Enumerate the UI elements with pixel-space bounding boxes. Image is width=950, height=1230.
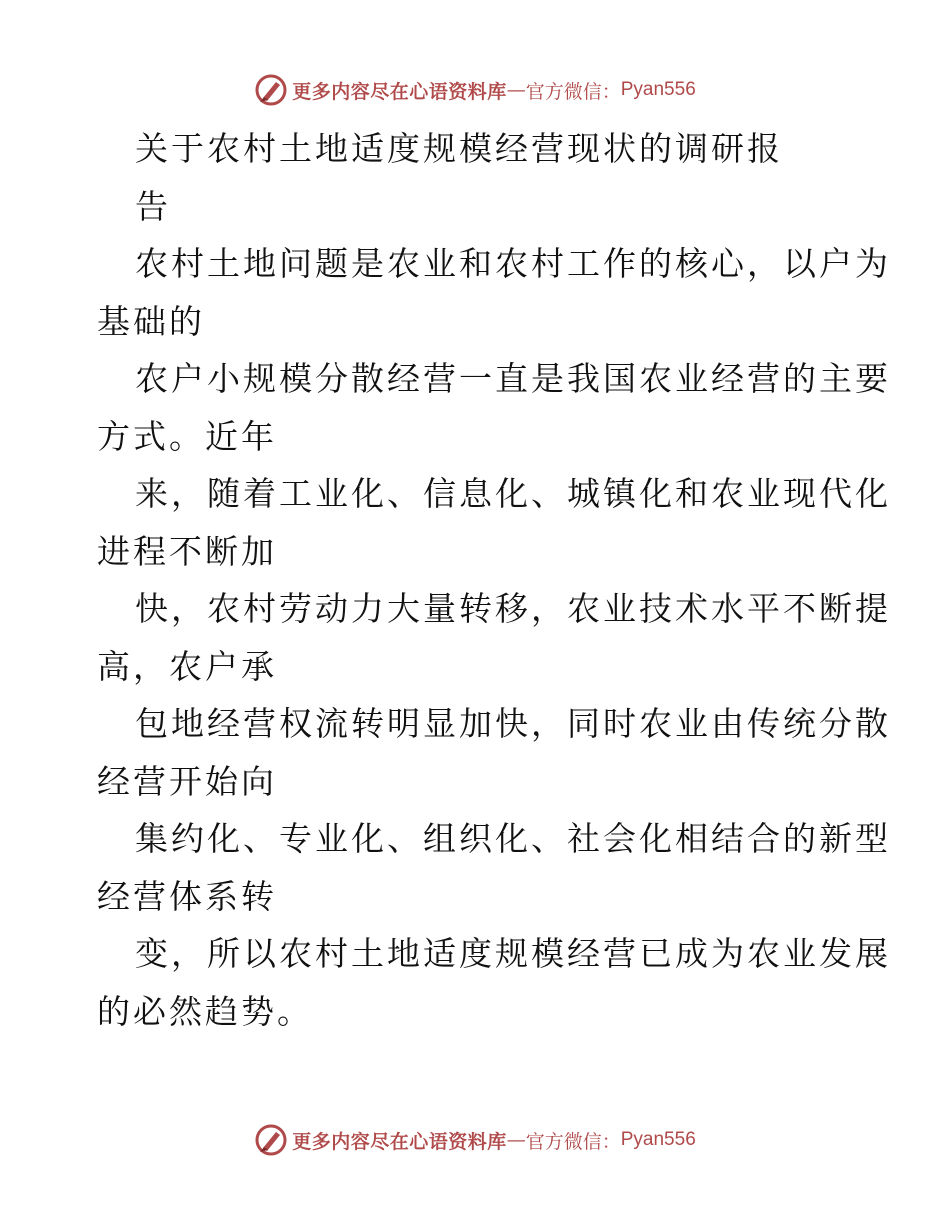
body-line: 经营开始向 <box>97 761 277 801</box>
body-line: 经营体系转 <box>97 876 277 916</box>
body-line: 方式。近年 <box>97 416 277 456</box>
body-line: 变，所以农村土地适度规模经营已成为农业发展 <box>135 934 891 973</box>
banner-dash: — <box>506 79 526 101</box>
body-line: 来，随着工业化、信息化、城镇化和农业现代化 <box>135 474 891 513</box>
header-banner <box>0 70 950 110</box>
body-line: 集约化、专业化、组织化、社会化相结合的新型 <box>135 819 891 858</box>
body-line: 进程不断加 <box>97 531 277 571</box>
body-line: 农村土地问题是农业和农村工作的核心，以户为 <box>135 244 891 283</box>
body-line: 高，农户承 <box>97 646 277 686</box>
pen-circle-icon <box>254 1123 288 1157</box>
banner-handle: Pyan556 <box>620 79 696 100</box>
pen-circle-icon <box>254 73 288 107</box>
title-line-2: 告 <box>135 186 171 226</box>
body-line: 包地经营权流转明显加快，同时农业由传统分散 <box>135 704 891 743</box>
document-body <box>97 120 891 1040</box>
banner-dash: — <box>506 1129 526 1151</box>
banner-label: 官方微信： <box>525 1130 621 1153</box>
banner-site-text: 更多内容尽在心语资料库 <box>292 1130 507 1153</box>
footer-banner <box>0 1120 950 1160</box>
banner-site-text: 更多内容尽在心语资料库 <box>292 80 507 103</box>
body-line: 基础的 <box>97 301 205 341</box>
body-line: 快，农村劳动力大量转移，农业技术水平不断提 <box>135 589 891 628</box>
body-line: 农户小规模分散经营一直是我国农业经营的主要 <box>135 359 891 398</box>
title-line-1: 关于农村土地适度规模经营现状的调研报 <box>135 129 783 168</box>
banner-handle: Pyan556 <box>620 1129 696 1150</box>
banner-label: 官方微信： <box>525 80 621 103</box>
body-line: 的必然趋势。 <box>97 991 313 1031</box>
